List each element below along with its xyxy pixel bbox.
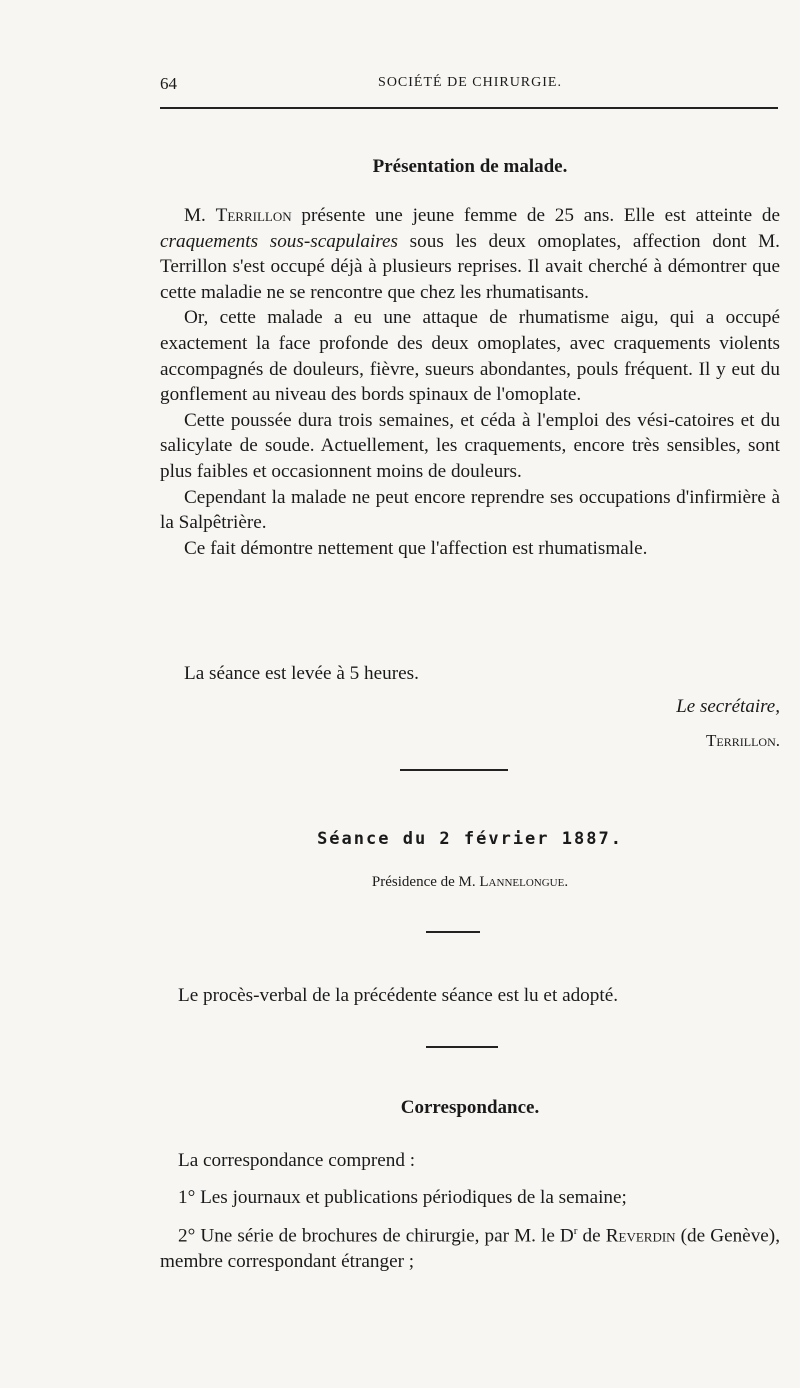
item2-superscript: r bbox=[573, 1225, 578, 1237]
separator-rule-1 bbox=[400, 769, 508, 771]
paragraph-5: Ce fait démontre nettement que l'affection est rhumatismale. bbox=[184, 537, 648, 559]
section-heading-presentation: Présentation de malade. bbox=[372, 156, 568, 177]
header-rule bbox=[160, 107, 778, 109]
running-title: SOCIÉTÉ DE CHIRURGIE. bbox=[378, 75, 562, 90]
p1-text-b: présente une jeune femme de 25 ans. Elle est atteinte de bbox=[291, 205, 781, 226]
presentation-body bbox=[160, 203, 780, 561]
closing-line: La séance est levée à 5 heures. bbox=[184, 663, 419, 684]
item2-text-b: de bbox=[577, 1225, 606, 1247]
paragraph-2: Or, cette malade a eu une attaque de rhumatisme aigu, qui a occupé exactement la face profonde des deux omoplates, avec craquements violents accompagnés de douleurs, fièvre, sueurs abondantes, pouls fréquent. Il y eut du gonflement au niveau des bords spinaux de l'omoplate. bbox=[160, 307, 780, 406]
reverdin-name: Reverdin bbox=[605, 1225, 676, 1247]
correspondance-intro: La correspondance comprend : bbox=[178, 1150, 416, 1171]
page-header bbox=[160, 74, 780, 98]
paragraph-3: Cette poussée dura trois semaines, et céda à l'emploi des vési-catoires et du salicylate de soude. Actuellement, les craquements, encore très sensibles, sont plus faibles et occasionnent moins de douleurs. bbox=[160, 409, 780, 482]
secretary-name: Terrillon. bbox=[706, 731, 780, 750]
correspondance-item-2 bbox=[160, 1219, 780, 1275]
author-name: Terrillon bbox=[215, 205, 292, 226]
item2-text-c: (de Genève), membre correspondant étranger ; bbox=[160, 1225, 780, 1272]
p1-italic-term: craquements sous-scapulaires bbox=[160, 230, 398, 252]
paragraph-1 bbox=[160, 203, 780, 305]
secretary-title: Le secrétaire, bbox=[676, 696, 780, 717]
separator-rule-2 bbox=[426, 931, 480, 933]
p1-text-c: sous les deux omoplates, affection dont M. Terrillon s'est occupé déjà à plusieurs reprises. Il avait cherché à démontrer que cette maladie ne se rencontre que chez les rhumatisants. bbox=[160, 230, 780, 303]
separator-rule-3 bbox=[426, 1046, 498, 1048]
presidence-line bbox=[160, 874, 780, 891]
page-number: 64 bbox=[160, 74, 177, 93]
p1-text-a: M. bbox=[184, 205, 216, 226]
seance-title: Séance du 2 février 1887. bbox=[317, 829, 623, 849]
correspondance-item-1: 1° Les journaux et publications périodiques de la semaine; bbox=[178, 1187, 627, 1208]
section-heading-correspondance: Correspondance. bbox=[400, 1097, 540, 1118]
president-name: Lannelongue. bbox=[479, 874, 569, 890]
presidence-prefix: Présidence de M. bbox=[371, 874, 480, 890]
proces-verbal-line: Le procès-verbal de la précédente séance est lu et adopté. bbox=[178, 985, 619, 1006]
paragraph-4: Cependant la malade ne peut encore reprendre ses occupations d'infirmière à la Salpêtrière. bbox=[160, 486, 780, 534]
item2-text-a: 2° Une série de brochures de chirurgie, par M. le D bbox=[178, 1225, 574, 1247]
